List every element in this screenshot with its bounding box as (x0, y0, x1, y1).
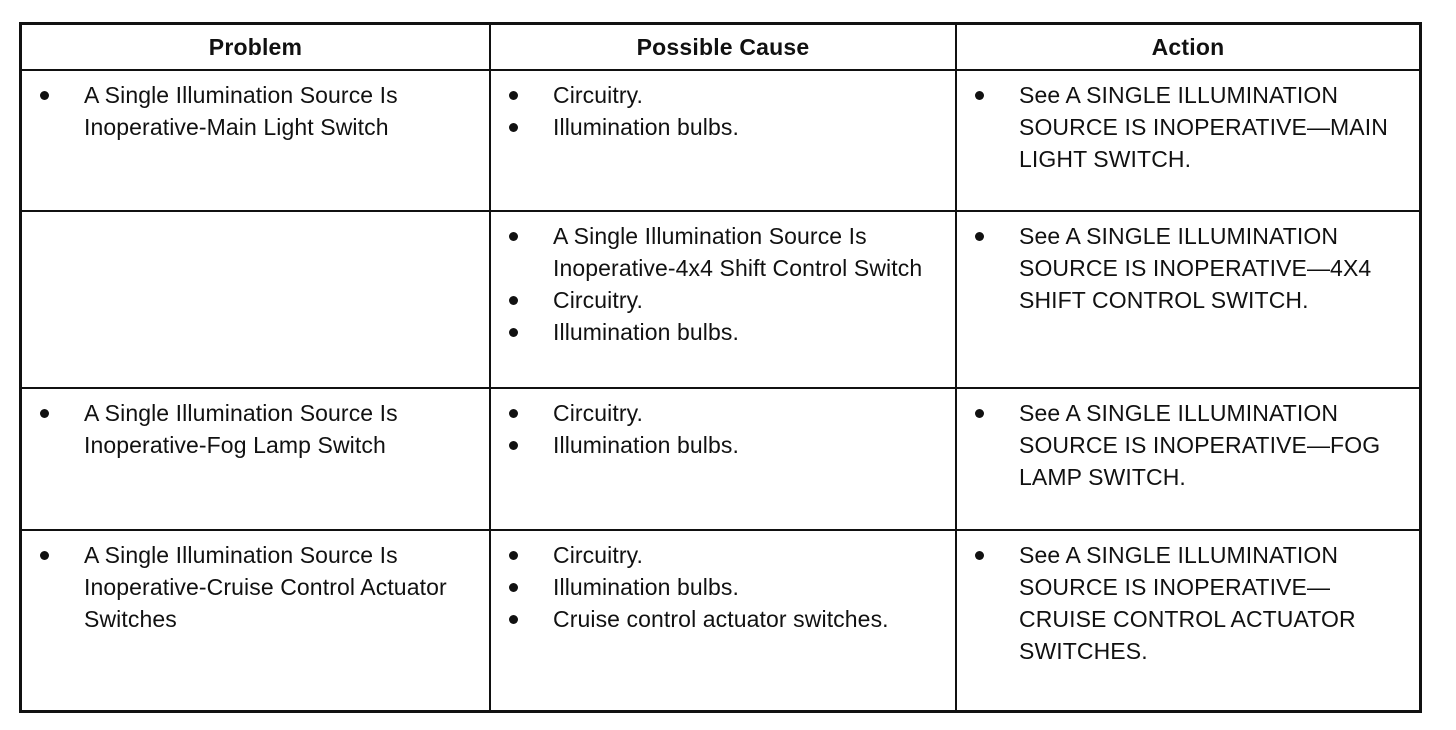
table-row (22, 388, 1419, 530)
action-cell (956, 388, 1419, 530)
cause-cell (490, 530, 956, 710)
list-item: Circuitry. (491, 79, 945, 111)
problem-cell-empty (22, 211, 490, 388)
list-item: See A SINGLE ILLUMINATION SOURCE IS INOPERATIVE—4X4 SHIFT CONTROL SWITCH. (957, 220, 1409, 316)
cause-cell (490, 70, 956, 211)
list-item: Circuitry. (491, 284, 945, 316)
list-item: See A SINGLE ILLUMINATION SOURCE IS INOPERATIVE—MAIN LIGHT SWITCH. (957, 79, 1409, 175)
table-row (22, 211, 1419, 388)
list-item: A Single Illumination Source Is Inoperative-4x4 Shift Control Switch (491, 220, 945, 284)
problem-list (22, 71, 489, 143)
action-list (957, 212, 1419, 316)
problem-cell (22, 70, 490, 211)
cause-list (491, 389, 955, 461)
cause-cell (490, 388, 956, 530)
list-item: See A SINGLE ILLUMINATION SOURCE IS INOPERATIVE—FOG LAMP SWITCH. (957, 397, 1409, 493)
problem-list (22, 531, 489, 635)
list-item: See A SINGLE ILLUMINATION SOURCE IS INOPERATIVE—CRUISE CONTROL ACTUATOR SWITCHES. (957, 539, 1409, 667)
cause-list (491, 212, 955, 348)
table-row (22, 530, 1419, 710)
list-item: Illumination bulbs. (491, 571, 945, 603)
list-item: A Single Illumination Source Is Inoperative-Fog Lamp Switch (22, 397, 479, 461)
list-item: Illumination bulbs. (491, 111, 945, 143)
diagnostic-table-frame (19, 22, 1422, 713)
cause-list (491, 531, 955, 635)
cause-cell (490, 211, 956, 388)
list-item: Circuitry. (491, 539, 945, 571)
header-row (22, 25, 1419, 70)
table-row (22, 70, 1419, 211)
action-list (957, 71, 1419, 175)
list-item: Illumination bulbs. (491, 316, 945, 348)
action-cell (956, 530, 1419, 710)
action-cell (956, 70, 1419, 211)
diagnostic-table (22, 25, 1419, 710)
list-item: A Single Illumination Source Is Inoperative-Main Light Switch (22, 79, 479, 143)
action-cell (956, 211, 1419, 388)
header-possible-cause: Possible Cause (490, 25, 956, 70)
cause-list (491, 71, 955, 143)
action-list (957, 531, 1419, 667)
list-item: Circuitry. (491, 397, 945, 429)
problem-cell (22, 388, 490, 530)
header-problem: Problem (22, 25, 490, 70)
problem-list (22, 389, 489, 461)
header-action: Action (956, 25, 1419, 70)
problem-cell (22, 530, 490, 710)
action-list (957, 389, 1419, 493)
list-item: Illumination bulbs. (491, 429, 945, 461)
list-item: A Single Illumination Source Is Inoperative-Cruise Control Actuator Switches (22, 539, 479, 635)
list-item: Cruise control actuator switches. (491, 603, 945, 635)
